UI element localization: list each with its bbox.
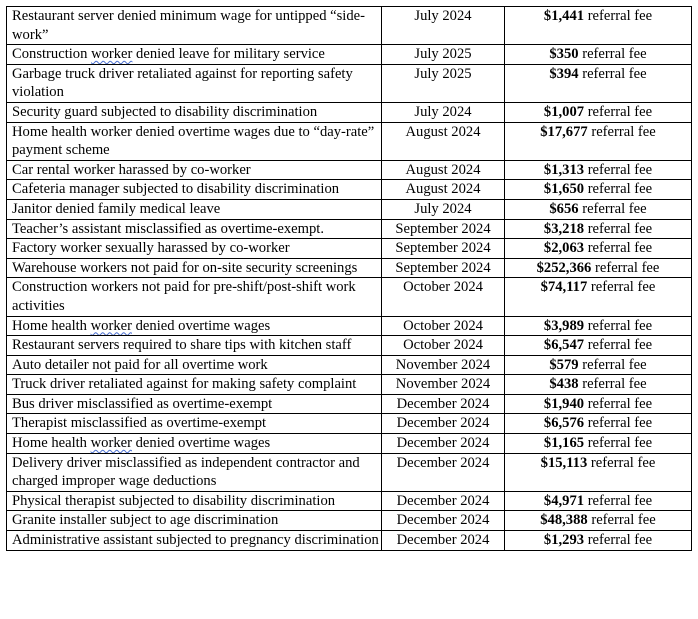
- case-description: Restaurant servers required to share tips with kitchen staff: [7, 336, 382, 356]
- case-date: December 2024: [382, 453, 505, 491]
- case-description: Administrative assistant subjected to pregnancy discrimination: [7, 531, 382, 551]
- table-row: [7, 511, 692, 531]
- fee-label: referral fee: [584, 337, 653, 354]
- table-row: [7, 258, 692, 278]
- table-row: [7, 160, 692, 180]
- fee-label: referral fee: [584, 415, 653, 432]
- case-description: Auto detailer not paid for all overtime work: [7, 355, 382, 375]
- table-row: [7, 394, 692, 414]
- fee-amount: $17,677: [540, 123, 588, 140]
- case-description: Physical therapist subjected to disability discrimination: [7, 491, 382, 511]
- referral-fee-cell: [505, 258, 692, 278]
- case-date: November 2024: [382, 375, 505, 395]
- case-description: Truck driver retaliated against for making safety complaint: [7, 375, 382, 395]
- referral-fee-cell: [505, 239, 692, 259]
- referral-fee-cell: [505, 180, 692, 200]
- table-row: [7, 64, 692, 102]
- fee-amount: $4,971: [543, 492, 585, 509]
- case-date: December 2024: [382, 394, 505, 414]
- case-date: August 2024: [382, 180, 505, 200]
- table-row: [7, 375, 692, 395]
- fee-amount: $1,007: [543, 103, 585, 120]
- referral-fee-cell: [505, 414, 692, 434]
- table-row: [7, 7, 692, 45]
- table-row: [7, 316, 692, 336]
- referral-fee-cell: [505, 278, 692, 316]
- fee-label: referral fee: [578, 200, 647, 217]
- referral-fee-cell: [505, 434, 692, 454]
- fee-label: referral fee: [584, 8, 653, 24]
- fee-amount: $1,313: [543, 161, 585, 178]
- referral-fee-cell: [505, 355, 692, 375]
- fee-label: referral fee: [584, 220, 653, 237]
- case-date: November 2024: [382, 355, 505, 375]
- case-description: Construction workers not paid for pre-shift/post-shift work activities: [7, 278, 382, 316]
- case-description: Home health worker denied overtime wages: [7, 316, 382, 336]
- case-description: Security guard subjected to disability discrimination: [7, 102, 382, 122]
- fee-amount: $1,940: [543, 395, 585, 412]
- fee-amount: $579: [549, 356, 579, 373]
- table-row: [7, 239, 692, 259]
- fee-label: referral fee: [584, 317, 653, 334]
- fee-label: referral fee: [587, 123, 656, 140]
- fee-amount: $2,063: [543, 240, 585, 257]
- fee-label: referral fee: [578, 46, 647, 63]
- referral-fee-cell: [505, 375, 692, 395]
- fee-amount: $3,218: [543, 220, 585, 237]
- case-description: Granite installer subject to age discrimination: [7, 511, 382, 531]
- referral-fee-cell: [505, 122, 692, 160]
- table-row: [7, 434, 692, 454]
- table-body: [7, 7, 692, 551]
- referral-fee-cell: [505, 219, 692, 239]
- referral-fee-cell: [505, 199, 692, 219]
- case-date: July 2024: [382, 199, 505, 219]
- fee-label: referral fee: [584, 395, 653, 412]
- case-description: Garbage truck driver retaliated against for reporting safety violation: [7, 64, 382, 102]
- referral-fee-cell: [505, 491, 692, 511]
- referral-fee-cell: [505, 45, 692, 65]
- referral-fee-table: [6, 6, 692, 551]
- table-row: [7, 531, 692, 551]
- fee-amount: $3,989: [543, 317, 585, 334]
- case-description: Home health worker denied overtime wages: [7, 434, 382, 454]
- fee-label: referral fee: [587, 279, 656, 296]
- case-description: Factory worker sexually harassed by co-worker: [7, 239, 382, 259]
- fee-label: referral fee: [584, 181, 653, 198]
- case-description: Teacher’s assistant misclassified as overtime-exempt.: [7, 219, 382, 239]
- referral-fee-cell: [505, 316, 692, 336]
- case-date: December 2024: [382, 511, 505, 531]
- case-description: Delivery driver misclassified as independent contractor and charged improper wage deductions: [7, 453, 382, 491]
- fee-amount: $1,293: [543, 532, 585, 549]
- fee-label: referral fee: [587, 512, 656, 529]
- referral-fee-cell: [505, 64, 692, 102]
- fee-label: referral fee: [584, 532, 653, 549]
- case-date: October 2024: [382, 278, 505, 316]
- fee-amount: $656: [549, 200, 579, 217]
- case-date: July 2025: [382, 64, 505, 102]
- table-row: [7, 491, 692, 511]
- case-description: Restaurant server denied minimum wage for untipped “side-work”: [7, 7, 382, 45]
- fee-amount: $15,113: [540, 454, 588, 471]
- referral-fee-cell: [505, 531, 692, 551]
- fee-amount: $48,388: [540, 512, 588, 529]
- case-description: Cafeteria manager subjected to disability discrimination: [7, 180, 382, 200]
- table-row: [7, 278, 692, 316]
- fee-amount: $6,576: [543, 415, 585, 432]
- case-description: Home health worker denied overtime wages due to “day-rate” payment scheme: [7, 122, 382, 160]
- case-date: September 2024: [382, 239, 505, 259]
- case-date: July 2024: [382, 7, 505, 45]
- referral-fee-cell: [505, 7, 692, 45]
- fee-label: referral fee: [578, 356, 647, 373]
- fee-label: referral fee: [584, 492, 653, 509]
- case-date: October 2024: [382, 316, 505, 336]
- table-row: [7, 102, 692, 122]
- fee-label: referral fee: [584, 435, 653, 452]
- table-row: [7, 453, 692, 491]
- spellcheck-underline: worker: [90, 317, 132, 334]
- referral-fee-cell: [505, 453, 692, 491]
- case-date: October 2024: [382, 336, 505, 356]
- referral-fee-cell: [505, 394, 692, 414]
- case-date: July 2025: [382, 45, 505, 65]
- case-date: August 2024: [382, 160, 505, 180]
- fee-label: referral fee: [584, 161, 653, 178]
- table-row: [7, 199, 692, 219]
- case-date: December 2024: [382, 531, 505, 551]
- fee-amount: $1,650: [543, 181, 585, 198]
- fee-amount: $350: [549, 46, 579, 63]
- table-row: [7, 414, 692, 434]
- case-description: Janitor denied family medical leave: [7, 199, 382, 219]
- fee-amount: $394: [549, 65, 579, 82]
- table-row: [7, 219, 692, 239]
- case-description: Car rental worker harassed by co-worker: [7, 160, 382, 180]
- case-description: Construction worker denied leave for military service: [7, 45, 382, 65]
- fee-amount: $438: [549, 376, 579, 393]
- case-description: Therapist misclassified as overtime-exempt: [7, 414, 382, 434]
- case-date: July 2024: [382, 102, 505, 122]
- referral-fee-table-container: [6, 6, 692, 551]
- case-date: September 2024: [382, 258, 505, 278]
- table-row: [7, 336, 692, 356]
- fee-amount: $1,441: [543, 8, 585, 24]
- fee-label: referral fee: [584, 240, 653, 257]
- spellcheck-underline: worker: [91, 46, 133, 63]
- fee-label: referral fee: [578, 65, 647, 82]
- fee-label: referral fee: [584, 103, 653, 120]
- case-description: Bus driver misclassified as overtime-exempt: [7, 394, 382, 414]
- referral-fee-cell: [505, 336, 692, 356]
- case-date: December 2024: [382, 434, 505, 454]
- fee-label: referral fee: [587, 454, 656, 471]
- case-date: December 2024: [382, 491, 505, 511]
- referral-fee-cell: [505, 102, 692, 122]
- table-row: [7, 180, 692, 200]
- fee-label: referral fee: [591, 259, 660, 276]
- spellcheck-underline: worker: [90, 435, 132, 452]
- fee-amount: $74,117: [540, 279, 588, 296]
- table-row: [7, 122, 692, 160]
- fee-amount: $252,366: [536, 259, 592, 276]
- fee-label: referral fee: [578, 376, 647, 393]
- table-row: [7, 45, 692, 65]
- referral-fee-cell: [505, 511, 692, 531]
- fee-amount: $1,165: [543, 435, 585, 452]
- case-date: December 2024: [382, 414, 505, 434]
- fee-amount: $6,547: [543, 337, 585, 354]
- case-date: August 2024: [382, 122, 505, 160]
- case-date: September 2024: [382, 219, 505, 239]
- table-row: [7, 355, 692, 375]
- referral-fee-cell: [505, 160, 692, 180]
- case-description: Warehouse workers not paid for on-site security screenings: [7, 258, 382, 278]
